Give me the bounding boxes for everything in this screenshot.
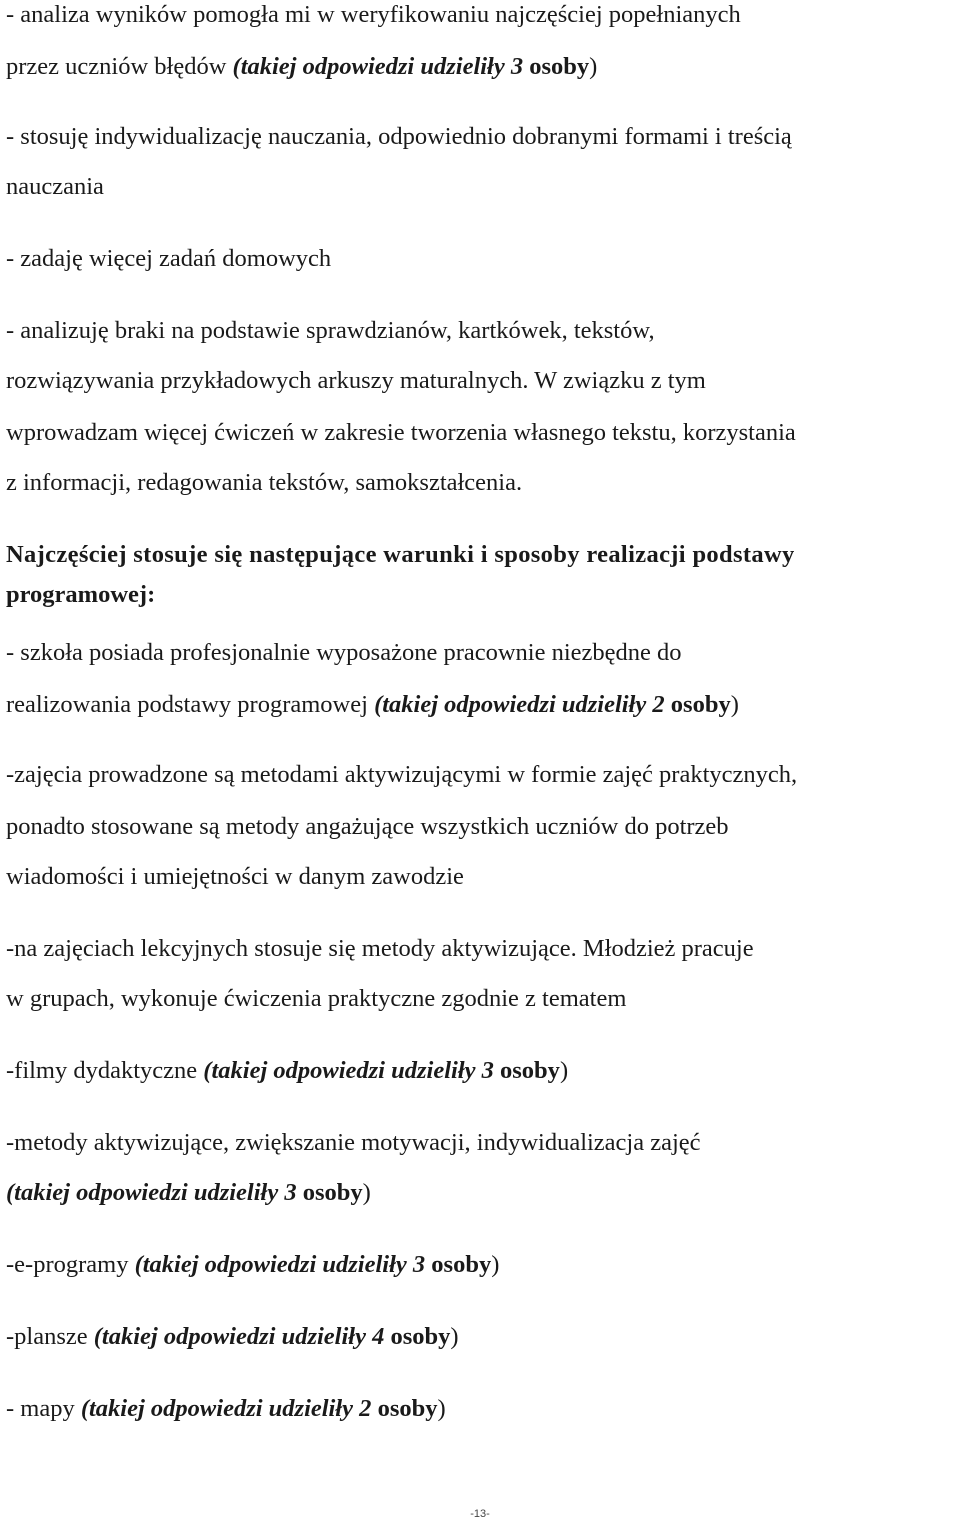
text-line xyxy=(6,366,706,396)
text: - analizuję braki na podstawie sprawdzianów, kartkówek, tekstów, xyxy=(6,317,655,344)
response-count-note: (takiej odpowiedzi udzieliły 3 xyxy=(232,53,524,80)
text-line xyxy=(6,418,796,448)
text-line xyxy=(6,934,754,964)
text: osoby xyxy=(523,53,590,80)
text: wprowadzam więcej ćwiczeń w zakresie tworzenia własnego tekstu, korzystania xyxy=(6,419,796,446)
text-line xyxy=(6,1056,568,1086)
text-line xyxy=(6,862,464,892)
text-line xyxy=(6,172,104,202)
text: ) xyxy=(450,1323,459,1350)
text: ponadto stosowane są metody angażujące wszystkich uczniów do potrzeb xyxy=(6,813,729,840)
text-line xyxy=(6,1128,701,1158)
text: ) xyxy=(362,1179,371,1206)
text: osoby xyxy=(493,1057,560,1084)
text-line xyxy=(6,1178,371,1208)
text: osoby xyxy=(296,1179,363,1206)
response-count-note: (takiej odpowiedzi udzieliły 3 xyxy=(6,1179,297,1206)
text: ) xyxy=(491,1251,500,1278)
text-line xyxy=(6,52,597,82)
section-heading xyxy=(6,540,795,570)
text: osoby xyxy=(425,1251,492,1278)
text: -na zajęciach lekcyjnych stosuje się metody aktywizujące. Młodzież pracuje xyxy=(6,935,754,962)
response-count-note: (takiej odpowiedzi udzieliły 3 xyxy=(203,1057,494,1084)
text-line xyxy=(6,690,739,720)
text-line xyxy=(6,1394,446,1424)
response-count-note: (takiej odpowiedzi udzieliły 2 xyxy=(80,1395,372,1422)
text-line xyxy=(6,812,729,842)
text-line xyxy=(6,244,331,274)
response-count-note: (takiej odpowiedzi udzieliły 3 xyxy=(134,1251,426,1278)
text: realizowania podstawy programowej xyxy=(6,691,375,718)
text: -plansze xyxy=(6,1323,94,1350)
text: ) xyxy=(589,53,598,80)
text: -filmy dydaktyczne xyxy=(6,1057,204,1084)
text-line xyxy=(6,316,655,346)
heading-text: Najczęściej stosuje się następujące warunki i sposoby realizacji podstawy xyxy=(6,541,795,568)
text: osoby xyxy=(384,1323,451,1350)
text: przez uczniów błędów xyxy=(6,53,233,80)
text: nauczania xyxy=(6,173,104,200)
text: ) xyxy=(730,691,739,718)
section-heading xyxy=(6,580,155,610)
text: - zadaję więcej zadań domowych xyxy=(6,245,332,272)
text: - szkoła posiada profesjonalnie wyposażone pracownie niezbędne do xyxy=(6,639,682,666)
text: ) xyxy=(559,1057,569,1084)
text: rozwiązywania przykładowych arkuszy maturalnych. W związku z tym xyxy=(6,367,706,394)
text: osoby xyxy=(371,1395,438,1422)
text: - mapy xyxy=(6,1395,81,1422)
text-line xyxy=(6,122,792,152)
text-line xyxy=(6,0,741,30)
text: - analiza wyników pomogła mi w weryfikowaniu najczęściej popełnianych xyxy=(6,1,741,28)
text: z informacji, redagowania tekstów, samokształcenia. xyxy=(6,469,523,496)
text-line xyxy=(6,1250,499,1280)
text: w grupach, wykonuje ćwiczenia praktyczne zgodnie z tematem xyxy=(6,985,627,1012)
text-line xyxy=(6,1322,459,1352)
text: -e-programy xyxy=(6,1251,135,1278)
text: -zajęcia prowadzone są metodami aktywizującymi w formie zajęć praktycznych, xyxy=(6,761,798,788)
response-count-note: (takiej odpowiedzi udzieliły 2 xyxy=(374,691,665,718)
text: - stosuję indywidualizację nauczania, odpowiednio dobranymi formami i treścią xyxy=(6,123,792,150)
page-number: -13- xyxy=(470,1508,490,1520)
text-line xyxy=(6,468,522,498)
text: ) xyxy=(437,1395,446,1422)
text-line xyxy=(6,638,682,668)
text: osoby xyxy=(664,691,731,718)
text-line xyxy=(6,760,797,790)
text: wiadomości i umiejętności w danym zawodzie xyxy=(6,863,464,890)
text-line xyxy=(6,984,626,1014)
text: -metody aktywizujące, zwiększanie motywacji, indywidualizacja zajęć xyxy=(6,1129,701,1156)
heading-text: programowej: xyxy=(6,581,156,608)
response-count-note: (takiej odpowiedzi udzieliły 4 xyxy=(93,1323,385,1350)
